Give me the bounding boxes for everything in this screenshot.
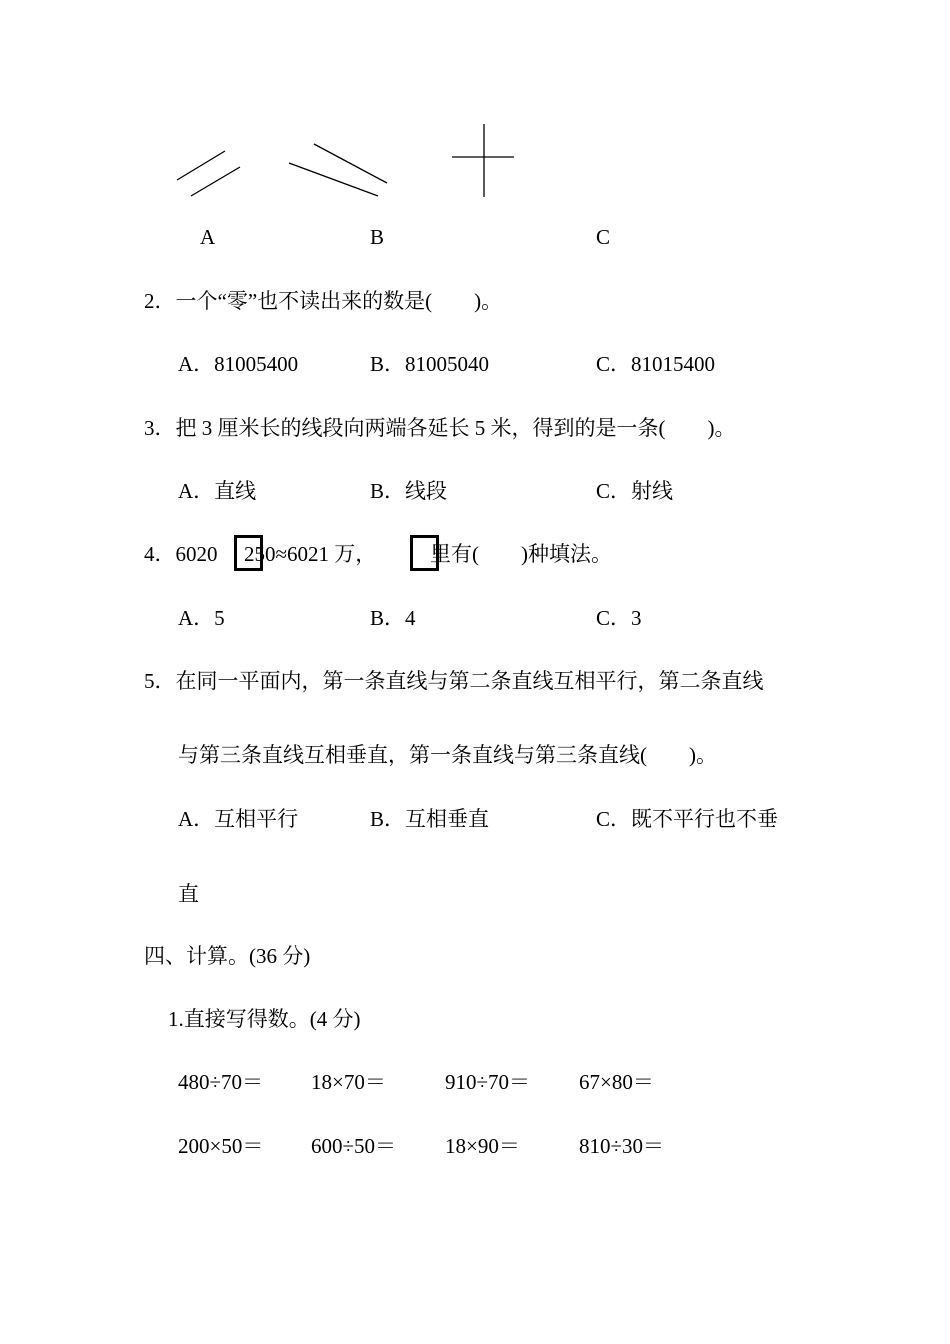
- q4-option-c: C．3: [596, 606, 642, 630]
- calc-row1-item1: 480÷70＝: [178, 1070, 264, 1094]
- q5-option-a: A．互相平行: [178, 807, 299, 831]
- q3-option-a: A．直线: [178, 479, 257, 503]
- calc-row2-item3: 18×90＝: [445, 1134, 520, 1158]
- q5-option-c: C．既不平行也不垂: [596, 807, 779, 831]
- calc-row1-item2: 18×70＝: [311, 1070, 386, 1094]
- q5-stem-line1: 5．在同一平面内，第一条直线与第二条直线互相平行，第二条直线: [144, 669, 764, 693]
- calc-row1-item3: 910÷70＝: [445, 1070, 531, 1094]
- q4-option-b: B．4: [370, 606, 416, 630]
- section4-title: 四、计算。(36 分): [144, 944, 311, 968]
- q3-option-c: C．射线: [596, 479, 674, 503]
- q4-stem-part2: 250≈6021 万，: [244, 542, 377, 566]
- figure-b-intersecting-lines: [289, 144, 387, 196]
- q2-stem: 2．一个“零”也不读出来的数是( )。: [144, 289, 503, 313]
- q2-option-c: C．81015400: [596, 352, 716, 376]
- q2-option-a: A．81005400: [178, 352, 299, 376]
- section4-sub1-title: 1.直接写得数。(4 分): [168, 1007, 361, 1031]
- calc-row2-item4: 810÷30＝: [579, 1134, 665, 1158]
- figure-label-b: B: [370, 225, 385, 249]
- q4-stem-part3: 里有( )种填法。: [430, 542, 612, 566]
- calc-row1-item4: 67×80＝: [579, 1070, 654, 1094]
- q4-option-a: A．5: [178, 606, 225, 630]
- q3-stem: 3．把 3 厘米长的线段向两端各延长 5 米，得到的是一条( )。: [144, 416, 736, 440]
- figure-c-perpendicular-lines: [452, 124, 514, 197]
- calc-row2-item2: 600÷50＝: [311, 1134, 397, 1158]
- q5-option-b: B．互相垂直: [370, 807, 490, 831]
- q3-option-b: B．线段: [370, 479, 448, 503]
- q5-option-c-continued: 直: [178, 882, 199, 906]
- figure-a-parallel-lines: [177, 151, 240, 196]
- q2-option-b: B．81005040: [370, 352, 490, 376]
- figure-label-c: C: [596, 225, 611, 249]
- q5-stem-line2: 与第三条直线互相垂直，第一条直线与第三条直线( )。: [178, 743, 717, 767]
- figure-label-a: A: [200, 225, 216, 249]
- q4-stem-part1: 4．6020: [144, 542, 218, 566]
- calc-row2-item1: 200×50＝: [178, 1134, 264, 1158]
